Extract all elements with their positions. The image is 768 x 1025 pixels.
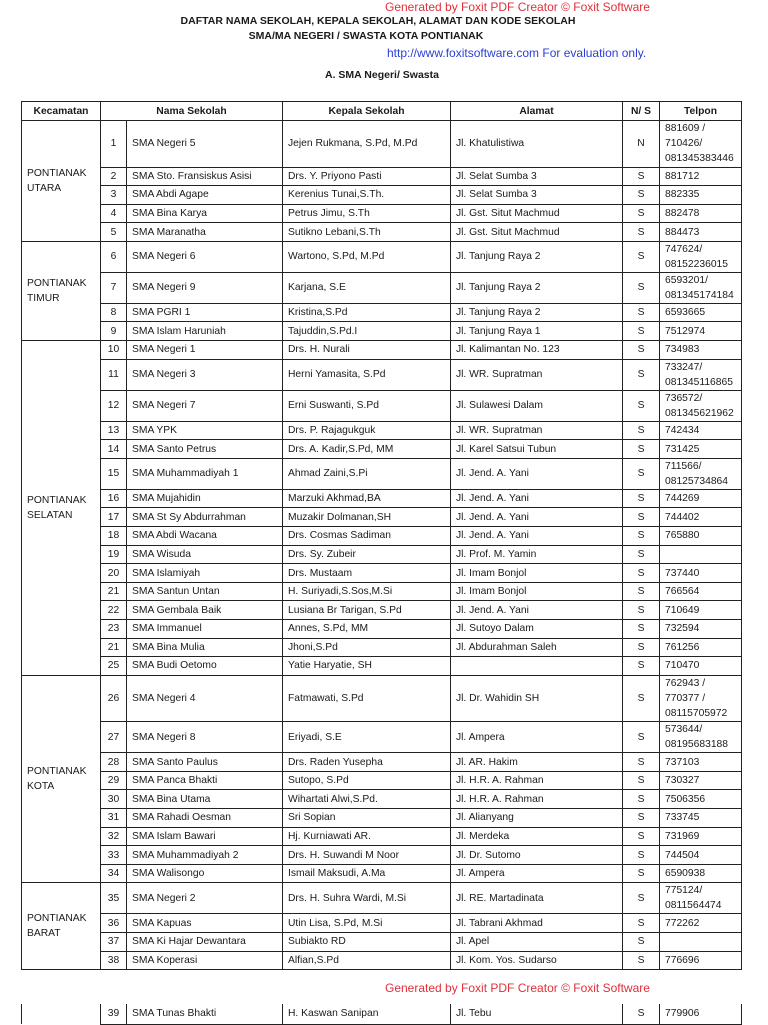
school-name: SMA Panca Bhakti — [127, 771, 283, 790]
table-row — [22, 303, 742, 322]
phone: 882335 — [660, 186, 742, 205]
phone: 737440 — [660, 564, 742, 583]
row-number: 20 — [101, 564, 127, 583]
phone: 736572/ 081345621962 — [660, 390, 742, 421]
principal-name: Jejen Rukmana, S.Pd, M.Pd — [283, 121, 451, 168]
school-name: SMA St Sy Abdurrahman — [127, 508, 283, 527]
principal-name: Wihartati Alwi,S.Pd. — [283, 790, 451, 809]
phone: 742434 — [660, 421, 742, 440]
row-number: 6 — [101, 241, 127, 272]
row-number: 35 — [101, 883, 127, 914]
address: Jl. Gst. Situt Machmud — [451, 223, 623, 242]
address: Jl. Jend. A. Yani — [451, 508, 623, 527]
row-number: 28 — [101, 753, 127, 772]
table-row — [22, 121, 742, 168]
principal-name: Muzakir Dolmanan,SH — [283, 508, 451, 527]
status-ns: S — [623, 527, 660, 546]
phone: 732594 — [660, 620, 742, 639]
row-number: 7 — [101, 272, 127, 303]
status-ns: S — [623, 846, 660, 865]
address: Jl. H.R. A. Rahman — [451, 790, 623, 809]
table-row — [22, 827, 742, 846]
status-ns: S — [623, 933, 660, 952]
address: Jl. Sutoyo Dalam — [451, 620, 623, 639]
table-row — [22, 638, 742, 657]
address: Jl. Sulawesi Dalam — [451, 390, 623, 421]
principal-name: Wartono, S.Pd, M.Pd — [283, 241, 451, 272]
status-ns: S — [623, 167, 660, 186]
row-number: 19 — [101, 545, 127, 564]
table-row — [22, 657, 742, 676]
phone: 6593201/ 081345174184 — [660, 272, 742, 303]
row-number: 21 — [101, 638, 127, 657]
row-number: 14 — [101, 440, 127, 459]
address: Jl. Tanjung Raya 1 — [451, 322, 623, 341]
address: Jl. WR. Supratman — [451, 421, 623, 440]
principal-name: Herni Yamasita, S.Pd — [283, 359, 451, 390]
address: Jl. Selat Sumba 3 — [451, 186, 623, 205]
phone: 779906 — [660, 1004, 742, 1024]
status-ns: S — [623, 638, 660, 657]
address: Jl. Tabrani Akhmad — [451, 914, 623, 933]
table-row — [22, 1004, 742, 1024]
school-name: SMA Rahadi Oesman — [127, 809, 283, 828]
principal-name: Fatmawati, S.Pd — [283, 675, 451, 722]
address: Jl. Jend. A. Yani — [451, 489, 623, 508]
status-ns: S — [623, 458, 660, 489]
address: Jl. Tanjung Raya 2 — [451, 272, 623, 303]
table-row — [22, 864, 742, 883]
school-name: SMA Negeri 6 — [127, 241, 283, 272]
address: Jl. Apel — [451, 933, 623, 952]
status-ns: S — [623, 204, 660, 223]
table-row — [22, 753, 742, 772]
status-ns: N — [623, 121, 660, 168]
table-row — [22, 790, 742, 809]
table-row — [22, 722, 742, 753]
school-name: SMA Abdi Agape — [127, 186, 283, 205]
status-ns: S — [623, 771, 660, 790]
status-ns: S — [623, 322, 660, 341]
address: Jl. Gst. Situt Machmud — [451, 204, 623, 223]
address: Jl. Jend. A. Yani — [451, 527, 623, 546]
table-row — [22, 272, 742, 303]
table-row — [22, 489, 742, 508]
principal-name: Sri Sopian — [283, 809, 451, 828]
status-ns: S — [623, 186, 660, 205]
row-number: 34 — [101, 864, 127, 883]
table-row — [22, 883, 742, 914]
address: Jl. Khatulistiwa — [451, 121, 623, 168]
school-name: SMA Negeri 2 — [127, 883, 283, 914]
address: Jl. Dr. Sutomo — [451, 846, 623, 865]
phone — [660, 545, 742, 564]
address — [451, 657, 623, 676]
phone: 881712 — [660, 167, 742, 186]
watermark-bottom-red: Generated by Foxit PDF Creator © Foxit Software — [385, 981, 650, 995]
address: Jl. AR. Hakim — [451, 753, 623, 772]
principal-name: Drs. A. Kadir,S.Pd, MM — [283, 440, 451, 459]
principal-name: Kristina,S.Pd — [283, 303, 451, 322]
address: Jl. Ampera — [451, 864, 623, 883]
phone: 772262 — [660, 914, 742, 933]
kecamatan-cell: PONTIANAK BARAT — [22, 883, 101, 970]
principal-name: Tajuddin,S.Pd.I — [283, 322, 451, 341]
principal-name: Lusiana Br Tarigan, S.Pd — [283, 601, 451, 620]
principal-name: H. Suriyadi,S.Sos,M.Si — [283, 582, 451, 601]
status-ns: S — [623, 223, 660, 242]
table-row — [22, 359, 742, 390]
principal-name: Hj. Kurniawati AR. — [283, 827, 451, 846]
phone: 761256 — [660, 638, 742, 657]
section-heading: A. SMA Negeri/ Swasta — [325, 69, 439, 81]
school-name: SMA Bina Utama — [127, 790, 283, 809]
school-name: SMA Walisongo — [127, 864, 283, 883]
row-number: 2 — [101, 167, 127, 186]
school-name: SMA Bina Karya — [127, 204, 283, 223]
school-name: SMA Santo Petrus — [127, 440, 283, 459]
status-ns: S — [623, 272, 660, 303]
row-number: 39 — [101, 1004, 127, 1024]
school-name: SMA Bina Mulia — [127, 638, 283, 657]
address: Jl. Abdurahman Saleh — [451, 638, 623, 657]
phone: 734983 — [660, 341, 742, 360]
address: Jl. Karel Satsui Tubun — [451, 440, 623, 459]
table-row — [22, 322, 742, 341]
column-header-telpon: Telpon — [660, 102, 742, 121]
school-name: SMA Budi Oetomo — [127, 657, 283, 676]
phone — [660, 933, 742, 952]
phone: 762943 / 770377 / 08115705972 — [660, 675, 742, 722]
table-header-row — [22, 102, 742, 121]
column-header-nama-sekolah: Nama Sekolah — [101, 102, 283, 121]
phone: 710649 — [660, 601, 742, 620]
school-name: SMA PGRI 1 — [127, 303, 283, 322]
principal-name: Marzuki Akhmad,BA — [283, 489, 451, 508]
principal-name: Ahmad Zaini,S.Pi — [283, 458, 451, 489]
phone: 765880 — [660, 527, 742, 546]
principal-name: Yatie Haryatie, SH — [283, 657, 451, 676]
school-name: SMA Wisuda — [127, 545, 283, 564]
address: Jl. Tanjung Raya 2 — [451, 303, 623, 322]
phone: 710470 — [660, 657, 742, 676]
principal-name: Utin Lisa, S.Pd, M.Si — [283, 914, 451, 933]
row-number: 30 — [101, 790, 127, 809]
table-row — [22, 914, 742, 933]
phone: 6593665 — [660, 303, 742, 322]
school-name: SMA Abdi Wacana — [127, 527, 283, 546]
phone: 711566/ 08125734864 — [660, 458, 742, 489]
status-ns: S — [623, 722, 660, 753]
status-ns: S — [623, 390, 660, 421]
row-number: 11 — [101, 359, 127, 390]
principal-name: Sutopo, S.Pd — [283, 771, 451, 790]
status-ns: S — [623, 303, 660, 322]
kecamatan-cell — [22, 1004, 101, 1024]
phone: 731969 — [660, 827, 742, 846]
phone: 730327 — [660, 771, 742, 790]
school-name: SMA Muhammadiyah 2 — [127, 846, 283, 865]
row-number: 3 — [101, 186, 127, 205]
row-number: 8 — [101, 303, 127, 322]
principal-name: Drs. Raden Yusepha — [283, 753, 451, 772]
principal-name: H. Kaswan Sanipan — [283, 1004, 451, 1024]
table-row — [22, 601, 742, 620]
address: Jl. Jend. A. Yani — [451, 601, 623, 620]
principal-name: Drs. Mustaam — [283, 564, 451, 583]
status-ns: S — [623, 489, 660, 508]
row-number: 26 — [101, 675, 127, 722]
address: Jl. Tanjung Raya 2 — [451, 241, 623, 272]
table-row — [22, 421, 742, 440]
table-row — [22, 223, 742, 242]
table-row — [22, 186, 742, 205]
status-ns: S — [623, 864, 660, 883]
table-row — [22, 675, 742, 722]
school-name: SMA Islam Bawari — [127, 827, 283, 846]
status-ns: S — [623, 359, 660, 390]
school-name: SMA Negeri 8 — [127, 722, 283, 753]
address: Jl. Merdeka — [451, 827, 623, 846]
school-table — [21, 101, 742, 970]
column-header-ns: N/ S — [623, 102, 660, 121]
school-name: SMA Immanuel — [127, 620, 283, 639]
row-number: 32 — [101, 827, 127, 846]
address: Jl. Kalimantan No. 123 — [451, 341, 623, 360]
kecamatan-cell: PONTIANAK TIMUR — [22, 241, 101, 340]
row-number: 9 — [101, 322, 127, 341]
principal-name: Drs. H. Nurali — [283, 341, 451, 360]
row-number: 16 — [101, 489, 127, 508]
row-number: 33 — [101, 846, 127, 865]
status-ns: S — [623, 545, 660, 564]
school-name: SMA Koperasi — [127, 951, 283, 970]
status-ns: S — [623, 564, 660, 583]
phone: 775124/ 0811564474 — [660, 883, 742, 914]
table-row — [22, 933, 742, 952]
status-ns: S — [623, 1004, 660, 1024]
phone: 7512974 — [660, 322, 742, 341]
address: Jl. Jend. A. Yani — [451, 458, 623, 489]
row-number: 1 — [101, 121, 127, 168]
school-table-continued — [21, 1004, 742, 1025]
row-number: 38 — [101, 951, 127, 970]
row-number: 17 — [101, 508, 127, 527]
table-row — [22, 951, 742, 970]
table-row — [22, 390, 742, 421]
principal-name: Drs. H. Suwandi M Noor — [283, 846, 451, 865]
phone: 766564 — [660, 582, 742, 601]
school-name: SMA Kapuas — [127, 914, 283, 933]
row-number: 5 — [101, 223, 127, 242]
table-row — [22, 458, 742, 489]
status-ns: S — [623, 241, 660, 272]
phone: 737103 — [660, 753, 742, 772]
principal-name: Drs. P. Rajagukguk — [283, 421, 451, 440]
table-row — [22, 620, 742, 639]
principal-name: Jhoni,S.Pd — [283, 638, 451, 657]
school-name: SMA Gembala Baik — [127, 601, 283, 620]
address: Jl. Selat Sumba 3 — [451, 167, 623, 186]
status-ns: S — [623, 790, 660, 809]
row-number: 25 — [101, 657, 127, 676]
principal-name: Ismail Maksudi, A.Ma — [283, 864, 451, 883]
status-ns: S — [623, 951, 660, 970]
status-ns: S — [623, 914, 660, 933]
watermark-top-red: Generated by Foxit PDF Creator © Foxit Software — [385, 0, 650, 14]
row-number: 31 — [101, 809, 127, 828]
table-row — [22, 809, 742, 828]
phone: 776696 — [660, 951, 742, 970]
table-row — [22, 846, 742, 865]
principal-name: Kerenius Tunai,S.Th. — [283, 186, 451, 205]
status-ns: S — [623, 440, 660, 459]
row-number: 13 — [101, 421, 127, 440]
principal-name: Drs. H. Suhra Wardi, M.Si — [283, 883, 451, 914]
school-name: SMA Negeri 3 — [127, 359, 283, 390]
row-number: 15 — [101, 458, 127, 489]
status-ns: S — [623, 827, 660, 846]
school-name: SMA Islam Haruniah — [127, 322, 283, 341]
row-number: 36 — [101, 914, 127, 933]
table-row — [22, 771, 742, 790]
principal-name: Drs. Sy. Zubeir — [283, 545, 451, 564]
table-row — [22, 545, 742, 564]
phone: 7506356 — [660, 790, 742, 809]
school-name: SMA Negeri 7 — [127, 390, 283, 421]
principal-name: Karjana, S.E — [283, 272, 451, 303]
phone: 731425 — [660, 440, 742, 459]
status-ns: S — [623, 620, 660, 639]
row-number: 22 — [101, 601, 127, 620]
table-row — [22, 564, 742, 583]
column-header-kecamatan: Kecamatan — [22, 102, 101, 121]
status-ns: S — [623, 753, 660, 772]
status-ns: S — [623, 341, 660, 360]
row-number: 12 — [101, 390, 127, 421]
address: Jl. H.R. A. Rahman — [451, 771, 623, 790]
school-name: SMA Sto. Fransiskus Asisi — [127, 167, 283, 186]
address: Jl. RE. Martadinata — [451, 883, 623, 914]
school-name: SMA Santo Paulus — [127, 753, 283, 772]
row-number: 29 — [101, 771, 127, 790]
address: Jl. Imam Bonjol — [451, 582, 623, 601]
school-name: SMA Mujahidin — [127, 489, 283, 508]
address: Jl. Prof. M. Yamin — [451, 545, 623, 564]
phone: 744402 — [660, 508, 742, 527]
phone: 6590938 — [660, 864, 742, 883]
status-ns: S — [623, 421, 660, 440]
status-ns: S — [623, 675, 660, 722]
phone: 733745 — [660, 809, 742, 828]
column-header-kepala-sekolah: Kepala Sekolah — [283, 102, 451, 121]
table-row — [22, 440, 742, 459]
row-number: 4 — [101, 204, 127, 223]
principal-name: Drs. Cosmas Sadiman — [283, 527, 451, 546]
row-number: 37 — [101, 933, 127, 952]
address: Jl. Tebu — [451, 1004, 623, 1024]
phone: 744269 — [660, 489, 742, 508]
kecamatan-cell: PONTIANAK UTARA — [22, 121, 101, 242]
principal-name: Erni Suswanti, S.Pd — [283, 390, 451, 421]
school-name: SMA Negeri 9 — [127, 272, 283, 303]
phone: 573644/ 08195683188 — [660, 722, 742, 753]
status-ns: S — [623, 582, 660, 601]
table-row — [22, 241, 742, 272]
school-name: SMA Santun Untan — [127, 582, 283, 601]
status-ns: S — [623, 601, 660, 620]
phone: 733247/ 081345116865 — [660, 359, 742, 390]
school-name: SMA Ki Hajar Dewantara — [127, 933, 283, 952]
school-name: SMA Maranatha — [127, 223, 283, 242]
phone: 747624/ 08152236015 — [660, 241, 742, 272]
address: Jl. Imam Bonjol — [451, 564, 623, 583]
column-header-alamat: Alamat — [451, 102, 623, 121]
table-row — [22, 341, 742, 360]
status-ns: S — [623, 809, 660, 828]
row-number: 10 — [101, 341, 127, 360]
school-name: SMA Negeri 4 — [127, 675, 283, 722]
principal-name: Drs. Y. Priyono Pasti — [283, 167, 451, 186]
address: Jl. Ampera — [451, 722, 623, 753]
phone: 744504 — [660, 846, 742, 865]
school-name: SMA YPK — [127, 421, 283, 440]
principal-name: Subiakto RD — [283, 933, 451, 952]
address: Jl. Dr. Wahidin SH — [451, 675, 623, 722]
row-number: 18 — [101, 527, 127, 546]
kecamatan-cell: PONTIANAK KOTA — [22, 675, 101, 883]
school-name: SMA Tunas Bhakti — [127, 1004, 283, 1024]
address: Jl. Alianyang — [451, 809, 623, 828]
status-ns: S — [623, 883, 660, 914]
status-ns: S — [623, 508, 660, 527]
table-row — [22, 167, 742, 186]
phone: 884473 — [660, 223, 742, 242]
principal-name: Alfian,S.Pd — [283, 951, 451, 970]
address: Jl. WR. Supratman — [451, 359, 623, 390]
table-row — [22, 582, 742, 601]
watermark-top-blue: http://www.foxitsoftware.com For evaluation only. — [387, 46, 647, 60]
principal-name: Sutikno Lebani,S.Th — [283, 223, 451, 242]
row-number: 21 — [101, 582, 127, 601]
table-row — [22, 204, 742, 223]
row-number: 23 — [101, 620, 127, 639]
row-number: 27 — [101, 722, 127, 753]
phone: 881609 / 710426/ 081345383446 — [660, 121, 742, 168]
principal-name: Petrus Jimu, S.Th — [283, 204, 451, 223]
document-subtitle: SMA/MA NEGERI / SWASTA KOTA PONTIANAK — [248, 30, 484, 42]
principal-name: Eriyadi, S.E — [283, 722, 451, 753]
school-name: SMA Islamiyah — [127, 564, 283, 583]
status-ns: S — [623, 657, 660, 676]
table-row — [22, 508, 742, 527]
address: Jl. Kom. Yos. Sudarso — [451, 951, 623, 970]
phone: 882478 — [660, 204, 742, 223]
school-name: SMA Negeri 5 — [127, 121, 283, 168]
school-name: SMA Negeri 1 — [127, 341, 283, 360]
principal-name: Annes, S.Pd, MM — [283, 620, 451, 639]
table-row — [22, 527, 742, 546]
kecamatan-cell: PONTIANAK SELATAN — [22, 341, 101, 676]
school-name: SMA Muhammadiyah 1 — [127, 458, 283, 489]
document-title: DAFTAR NAMA SEKOLAH, KEPALA SEKOLAH, ALAMAT DAN KODE SEKOLAH — [180, 15, 576, 27]
